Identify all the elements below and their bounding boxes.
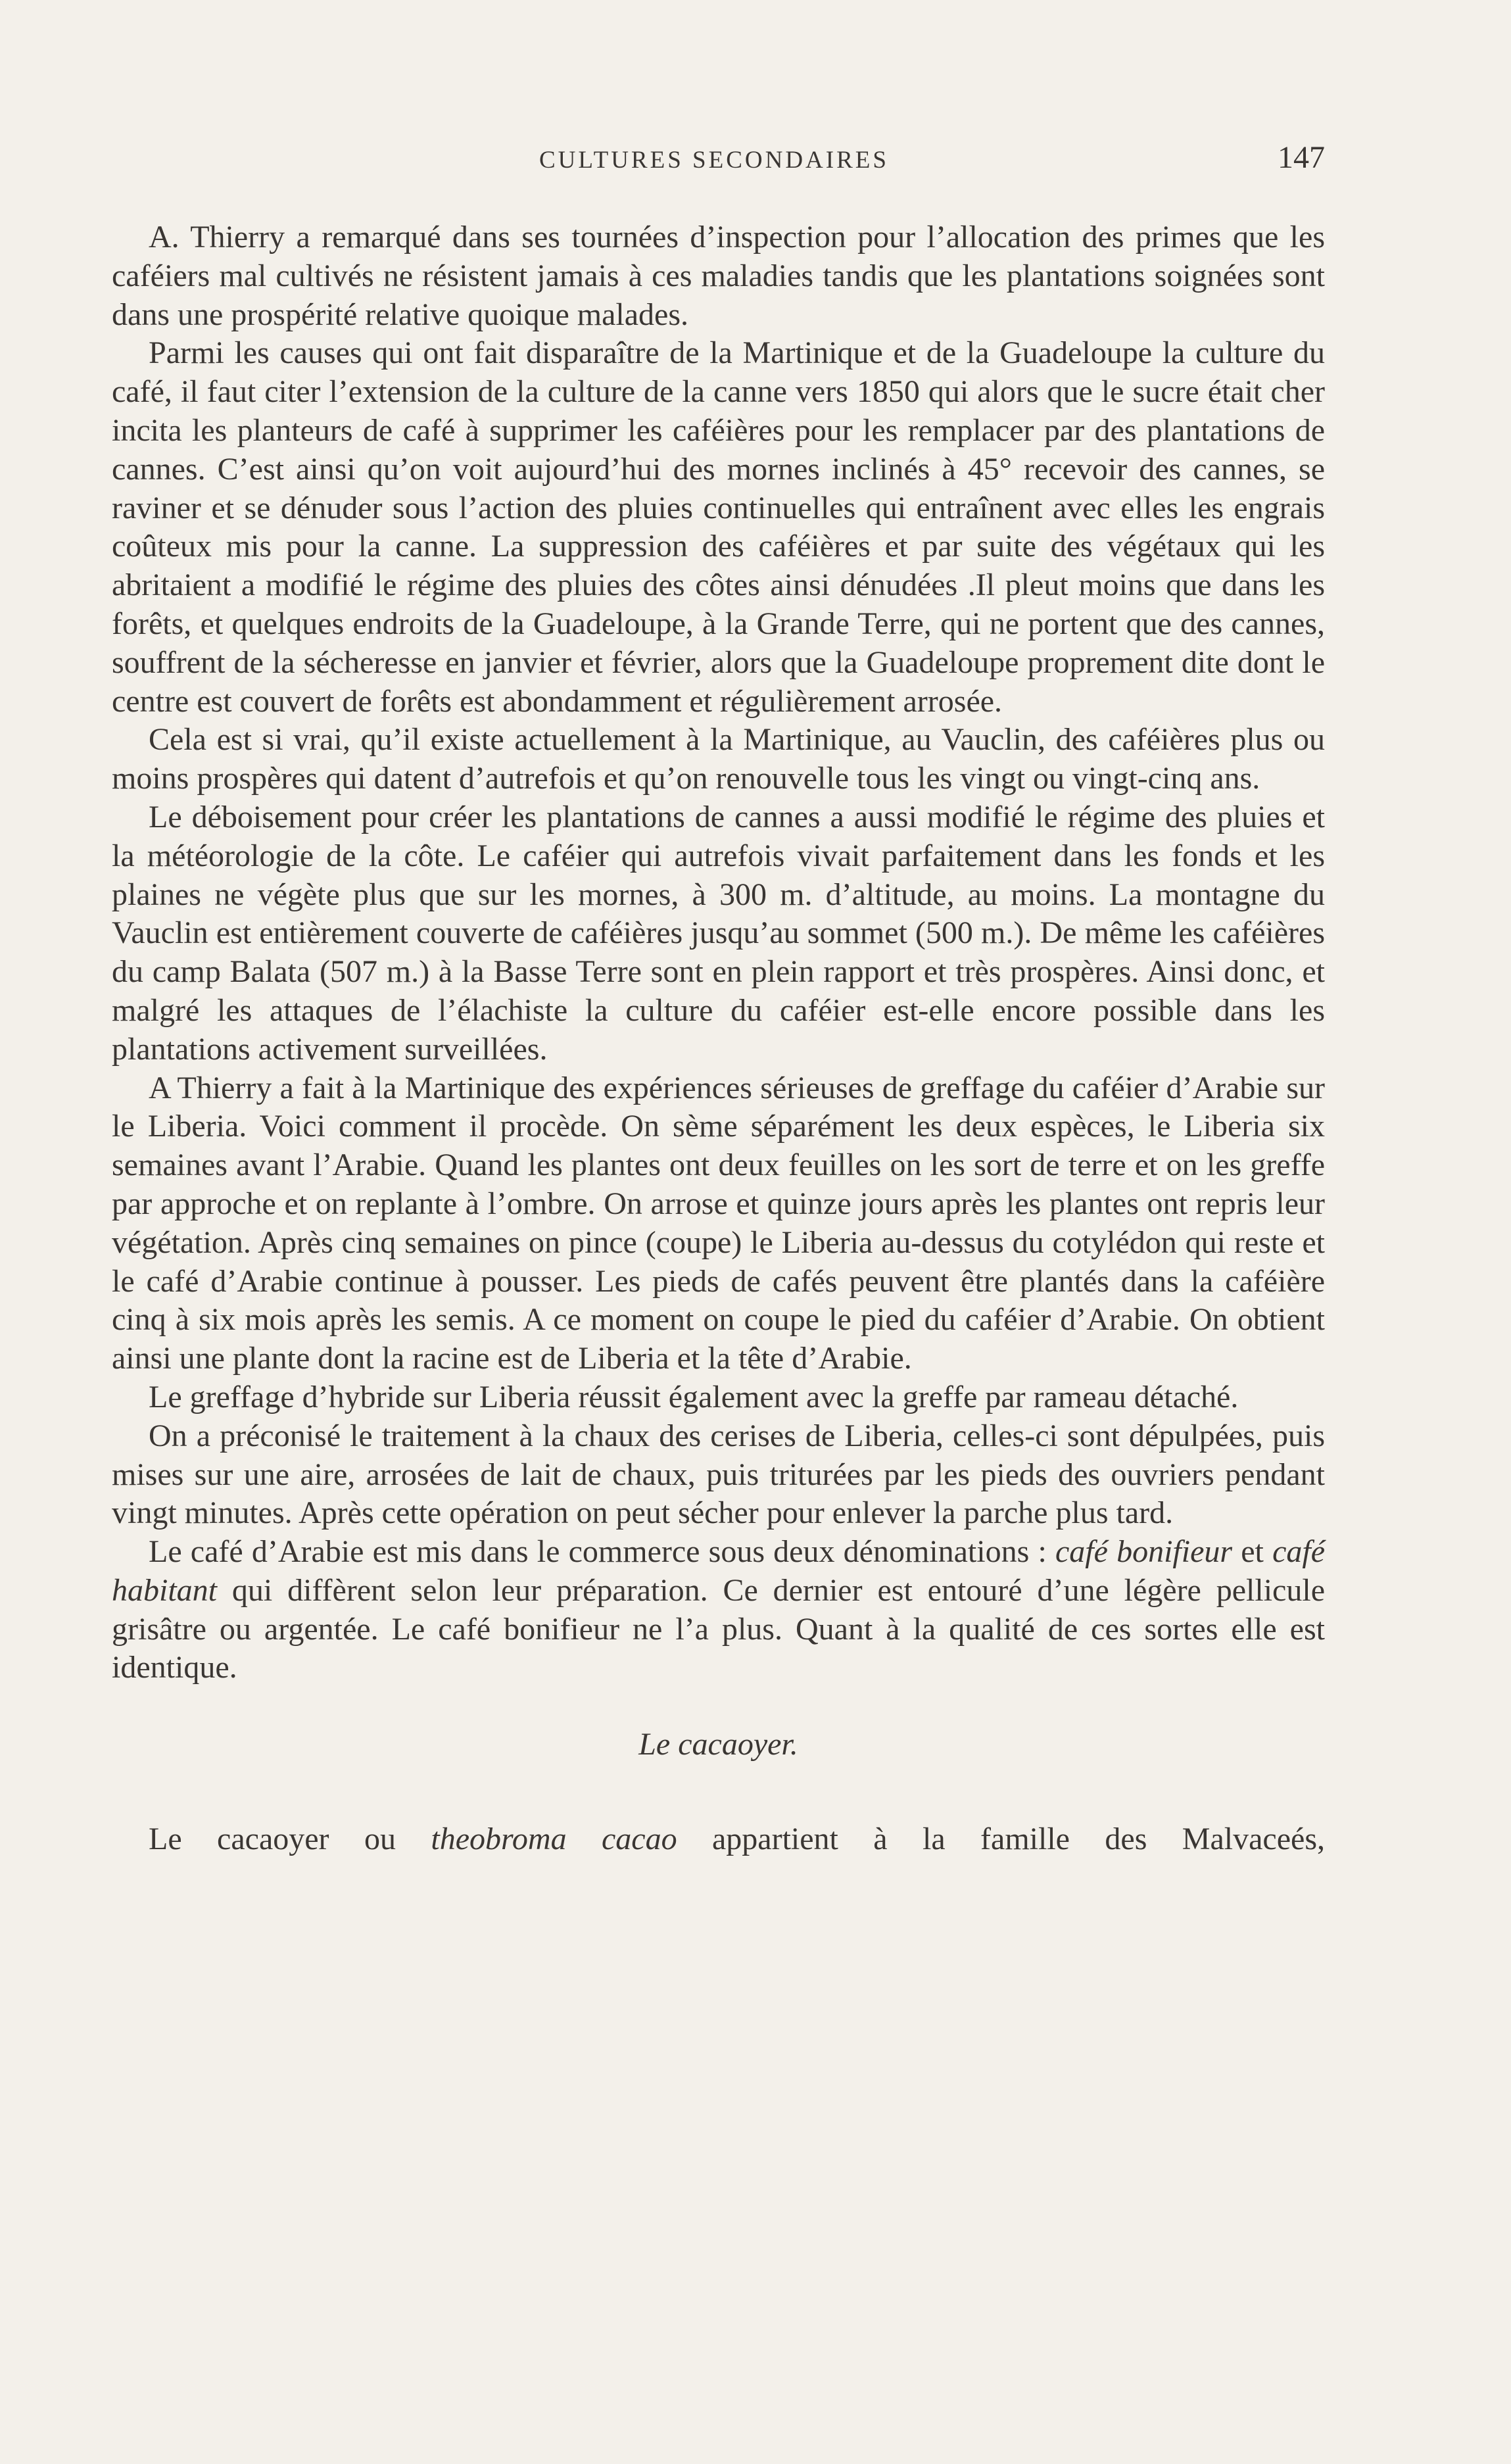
section-lead: Le cacaoyer ou xyxy=(149,1822,431,1857)
section-heading: Le cacaoyer. xyxy=(638,1727,798,1762)
term-cafe-habitant: café habitant xyxy=(112,1534,1326,1608)
latin-name: theobroma cacao xyxy=(431,1822,677,1857)
paragraph: Parmi les causes qui ont fait disparaître de la Martinique et de la Guadeloupe la culture du café, il faut citer l’extension de la culture de la canne vers 1850 qui alors que le sucre était cher incita les planteurs de café à supprimer les caféières pour les remplacer par des plantations de cannes. C’est ainsi qu’on voit aujourd’hui des mornes inclinés à 45° recevoir des cannes, se raviner et se dénuder sous l’action des pluies continuelles qui entraînent avec elles les engrais coûteux mis pour la canne. La suppression des caféières et par suite des végétaux qui les abritaient a modifié le régime des pluies des côtes ainsi dénudées .Il pleut moins que dans les forêts, et quelques endroits de la Guadeloupe, à la Grande Terre, qui ne portent que des cannes, souffrent de la sécheresse en janvier et février, alors que la Guadeloupe proprement dite dont le centre est couvert de forêts est abondamment et régulièrement arrosée. xyxy=(112,335,1325,719)
section-first-line xyxy=(112,1820,1325,1859)
paragraph: On a préconisé le traitement à la chaux des cerises de Liberia, celles-ci sont dépulpées, puis mises sur une aire, arrosées de lait de chaux, puis triturées par les pieds des ouvriers pendant vingt minutes. Après cette opération on peut sécher pour enlever la parche plus tard. xyxy=(112,1418,1325,1531)
running-title: CULTURES SECONDAIRES xyxy=(539,147,889,174)
coffee-names-paragraph xyxy=(112,1533,1325,1687)
paragraph: A Thierry a fait à la Martinique des expériences sérieuses de greffage du caféier d’Arabie sur le Liberia. Voici comment il procède. On sème séparément les deux espèces, le Liberia six semaines avant l’Arabie. Quand les plantes ont deux feuilles on les sort de terre et on les greffe par approche et on replante à l’ombre. On arrose et quinze jours après les plantes ont repris leur végétation. Après cinq semaines on pince (coupe) le Liberia au-dessus du cotylédon qui reste et le café d’Arabie continue à pousser. Les pieds de cafés peuvent être plantés dans la caféière cinq à six mois après les semis. A ce moment on coupe le pied du caféier d’Arabie. On obtient ainsi une plante dont la racine est de Liberia et la tête d’Arabie. xyxy=(112,1070,1325,1376)
paragraph: Le greffage d’hybride sur Liberia réussit également avec la greffe par rameau détaché. xyxy=(149,1379,1239,1414)
term-cafe-bonifieur: café bonifieur xyxy=(1055,1534,1233,1570)
coffee-names-mid: et xyxy=(1232,1534,1273,1570)
paragraph: A. Thierry a remarqué dans ses tournées d’inspection pour l’allocation des primes que les caféiers mal cultivés ne résistent jamais à ces maladies tandis que les plantations soignées sont dans une prospérité relative quoique malades. xyxy=(112,220,1325,332)
section-tail: appartient à la famille des Malvaceés, xyxy=(677,1822,1325,1857)
page-number: 147 xyxy=(1278,140,1325,175)
coffee-names-tail: qui diffèrent selon leur préparation. Ce dernier est entouré d’une légère pellicule grisâtre ou argentée. Le café bonifieur ne l’a plus. Quant à la qualité de ces sortes elle est identique. xyxy=(112,1572,1325,1685)
coffee-names-lead: Le café d’Arabie est mis dans le commerce sous deux dénominations : xyxy=(149,1534,1055,1570)
body-text xyxy=(112,218,1325,1859)
paragraph: Cela est si vrai, qu’il existe actuellement à la Martinique, au Vauclin, des caféières plus ou moins prospères qui datent d’autrefois et qu’on renouvelle tous les vingt ou vingt-cinq ans. xyxy=(112,722,1325,796)
paragraph: Le déboisement pour créer les plantations de cannes a aussi modifié le régime des pluies et la météorologie de la côte. Le caféier qui autrefois vivait parfaitement dans les fonds et les plaines ne végète plus que sur les mornes, à 300 m. d’altitude, au moins. La montagne du Vauclin est entièrement couverte de caféières jusqu’au sommet (500 m.). De même les caféières du camp Balata (507 m.) à la Basse Terre sont en plein rapport et très prospères. Ainsi donc, et malgré les attaques de l’élachiste la culture du caféier est-elle encore possible dans les plantations activement surveillées. xyxy=(112,799,1325,1067)
page-header xyxy=(112,139,1325,179)
